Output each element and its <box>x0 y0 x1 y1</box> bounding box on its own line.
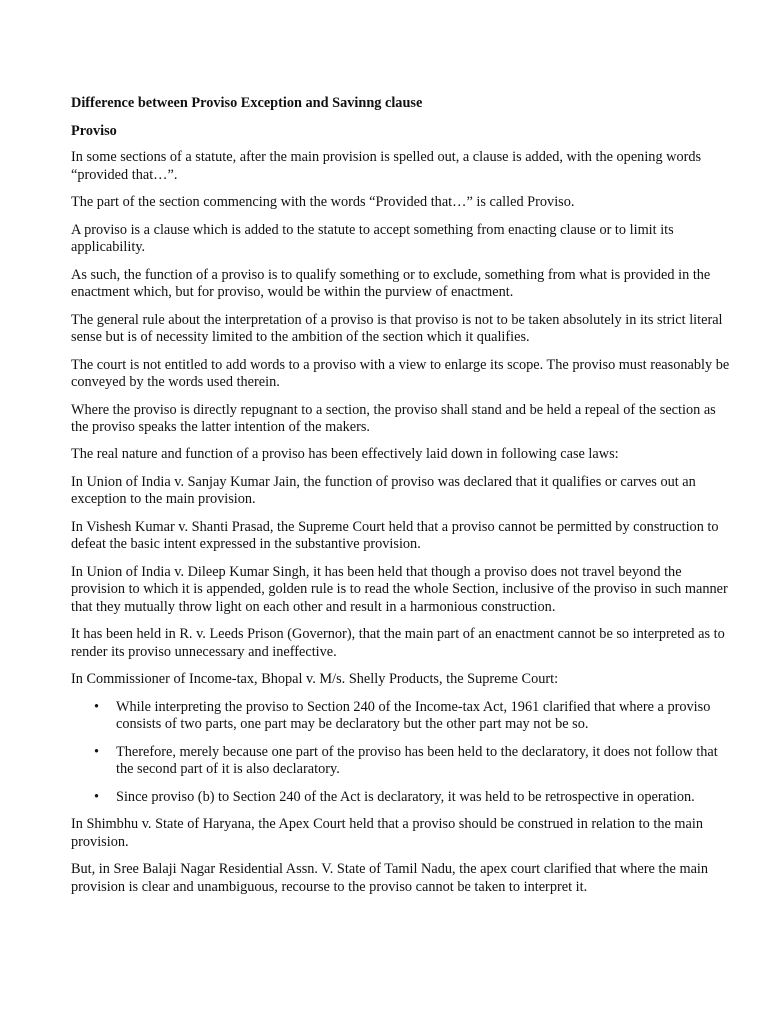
paragraph: The general rule about the interpretation of a proviso is that proviso is not to be taken absolutely in its strict literal sense but is of necessity limited to the ambition of the section which it qualifies. <box>71 311 723 346</box>
paragraph: In Union of India v. Dileep Kumar Singh, it has been held that though a proviso does not travel beyond the provision to which it is appended, golden rule is to read the whole Section, inclusive of the proviso in such manner that they mutually throw light on each other and result in a harmonious construction. <box>71 563 728 616</box>
bullet-list <box>71 699 731 807</box>
paragraph: In Union of India v. Sanjay Kumar Jain, the function of proviso was declared that it qualifies or carves out an exception to the main provision. <box>71 473 696 508</box>
list-item-text: Therefore, merely because one part of the proviso has been held to the declaratory, it does not follow that the second part of it is also declaratory. <box>116 743 718 778</box>
list-item <box>71 699 731 734</box>
paragraph: But, in Sree Balaji Nagar Residential Assn. V. State of Tamil Nadu, the apex court clarified that where the main provision is clear and unambiguous, recourse to the proviso cannot be taken to interpret it. <box>71 861 709 895</box>
list-item-text: While interpreting the proviso to Section 240 of the Income-tax Act, 1961 clarified that where a proviso consists of two parts, one part may be declaratory but the other part may not be so. <box>116 698 711 733</box>
section-heading: Proviso <box>71 122 117 139</box>
paragraph: A proviso is a clause which is added to the statute to accept something from enacting clause or to limit its applicability. <box>71 221 674 256</box>
list-item <box>71 789 731 807</box>
paragraph: The part of the section commencing with the words “Provided that…” is called Proviso. <box>71 194 575 211</box>
bullet-icon: • <box>94 743 100 760</box>
paragraph: In Commissioner of Income-tax, Bhopal v. M/s. Shelly Products, the Supreme Court: <box>71 671 559 688</box>
paragraph: It has been held in R. v. Leeds Prison (Governor), that the main part of an enactment cannot be so interpreted as to render its proviso unnecessary and ineffective. <box>71 626 725 661</box>
paragraph: In some sections of a statute, after the main provision is spelled out, a clause is added, with the opening words “provided that…”. <box>71 149 702 183</box>
paragraph: Where the proviso is directly repugnant to a section, the proviso shall stand and be held a repeal of the section as the proviso speaks the latter intention of the makers. <box>71 401 716 436</box>
paragraph: In Vishesh Kumar v. Shanti Prasad, the Supreme Court held that a proviso cannot be permitted by construction to defeat the basic intent expressed in the substantive provision. <box>71 518 719 553</box>
paragraph: The court is not entitled to add words to a proviso with a view to enlarge its scope. The proviso must reasonably be conveyed by the words used therein. <box>71 356 730 391</box>
paragraph: In Shimbhu v. State of Haryana, the Apex Court held that a proviso should be construed in relation to the main provision. <box>71 816 703 850</box>
bullet-icon: • <box>94 788 100 805</box>
paragraph: The real nature and function of a proviso has been effectively laid down in following case laws: <box>71 446 619 463</box>
bullet-icon: • <box>94 698 100 715</box>
document-title: Difference between Proviso Exception and Savinng clause <box>71 95 423 111</box>
list-item-text: Since proviso (b) to Section 240 of the Act is declaratory, it was held to be retrospective in operation. <box>116 788 695 805</box>
list-item <box>71 744 731 779</box>
paragraph: As such, the function of a proviso is to qualify something or to exclude, something from what is provided in the enactment which, but for proviso, would be within the purview of enactment. <box>71 266 711 301</box>
document-page <box>71 95 731 906</box>
